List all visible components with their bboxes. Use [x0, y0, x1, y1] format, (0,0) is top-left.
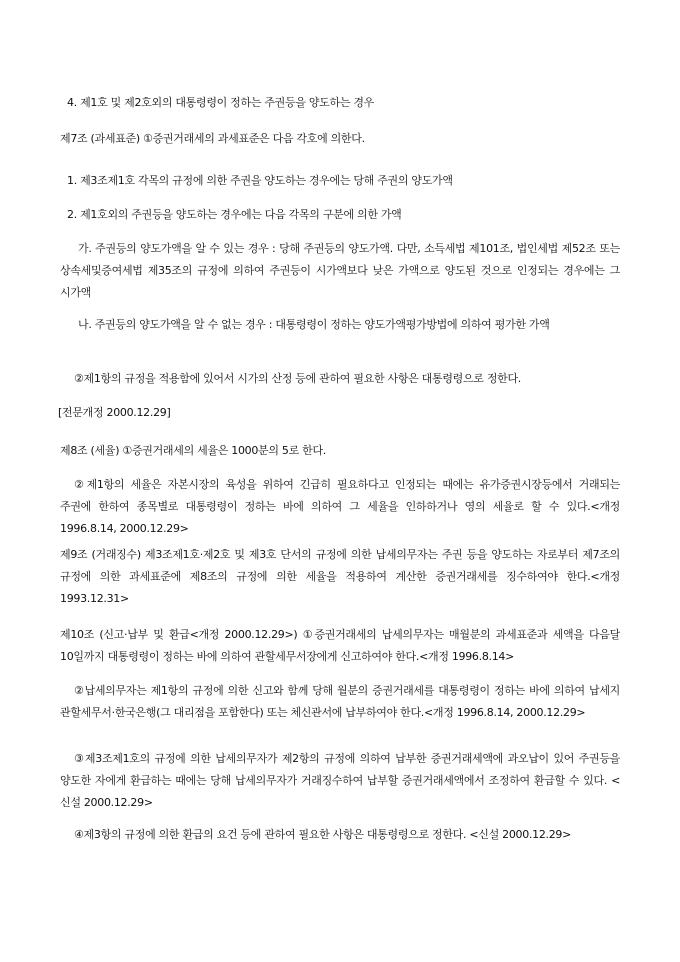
- article-10-heading: 제10조 (신고·납부 및 환급<개정 2000.12.29>) ①증권거래세의 납세의무자는 매월분의 과세표준과 세액을 다음달 10일까지 대통령령이 정하는 바에 의하여 관할세무서장에게 신고하여야 한다.<개정 1996.8.14>: [60, 628, 620, 663]
- article-7-paragraph-2: ②제1항의 규정을 적용함에 있어서 시가의 산정 등에 관하여 필요한 사항은 대통령령으로 정한다.: [74, 372, 522, 385]
- article-7-item-2: 2. 제1호외의 주권등을 양도하는 경우에는 다음 각목의 구분에 의한 가액: [67, 208, 402, 221]
- article-7-item-2-ga: 가. 주권등의 양도가액을 알 수 있는 경우 : 당해 주권등의 양도가액. 다만, 소득세법 제101조, 법인세법 제52조 또는 상속세및증여세법 제35조의 규정에 의하여 주권등이 시가액보다 낮은 가액으로 양도된 것으로 인정되는 경우에는 그 시가액: [60, 242, 620, 299]
- article-9: 제9조 (거래징수) 제3조제1호·제2호 및 제3호 단서의 규정에 의한 납세의무자는 주권 등을 양도하는 자로부터 제7조의 규정에 의한 과세표준에 제8조의 규정에 의한 세율을 적용하여 계산한 증권거래세를 징수하여야 한다.<개정 1993.12.31>: [60, 548, 620, 605]
- article-7-item-1: 1. 제3조제1호 각목의 규정에 의한 주권을 양도하는 경우에는 당해 주권의 양도가액: [67, 174, 453, 187]
- revision-note: [전문개정 2000.12.29]: [58, 406, 171, 419]
- article-10-paragraph-4: ④제3항의 규정에 의한 환급의 요건 등에 관하여 필요한 사항은 대통령령으로 정한다. <신설 2000.12.29>: [74, 828, 572, 841]
- article-7-heading: 제7조 (과세표준) ①증권거래세의 과세표준은 다음 각호에 의한다.: [60, 132, 365, 145]
- paragraph-item-4: 4. 제1호 및 제2호외의 대통령령이 정하는 주권등을 양도하는 경우: [67, 96, 375, 109]
- article-10-paragraph-2: ②납세의무자는 제1항의 규정에 의한 신고와 함께 당해 월분의 증권거래세를 대통령령이 정하는 바에 의하여 납세지 관할세무서·한국은행(그 대리점을 포함한다) 또는 체신관서에 납부하여야 한다.<개정 1996.8.14, 2000.12.29>: [60, 684, 620, 719]
- article-10-paragraph-3: ③제3조제1호의 규정에 의한 납세의무자가 제2항의 규정에 의하여 납부한 증권거래세액에 과오납이 있어 주권등을 양도한 자에게 환급하는 때에는 당해 납세의무자가 거래징수하여 납부할 증권거래세액에서 조정하여 환급할 수 있다. <신설 2000.12.29>: [60, 752, 620, 809]
- article-8-paragraph-2: ②제1항의 세율은 자본시장의 육성을 위하여 긴급히 필요하다고 인정되는 때에는 유가증권시장등에서 거래되는 주권에 한하여 종목별로 대통령령이 정하는 바에 의하여 그 세율을 인하하거나 영의 세율로 할 수 있다.<개정 1996.8.14, 2000.12.29>: [60, 478, 620, 535]
- article-7-item-2-na: 나. 주권등의 양도가액을 알 수 없는 경우 : 대통령령이 정하는 양도가액평가방법에 의하여 평가한 가액: [78, 318, 550, 331]
- article-8-heading: 제8조 (세율) ①증권거래세의 세율은 1000분의 5로 한다.: [60, 444, 326, 457]
